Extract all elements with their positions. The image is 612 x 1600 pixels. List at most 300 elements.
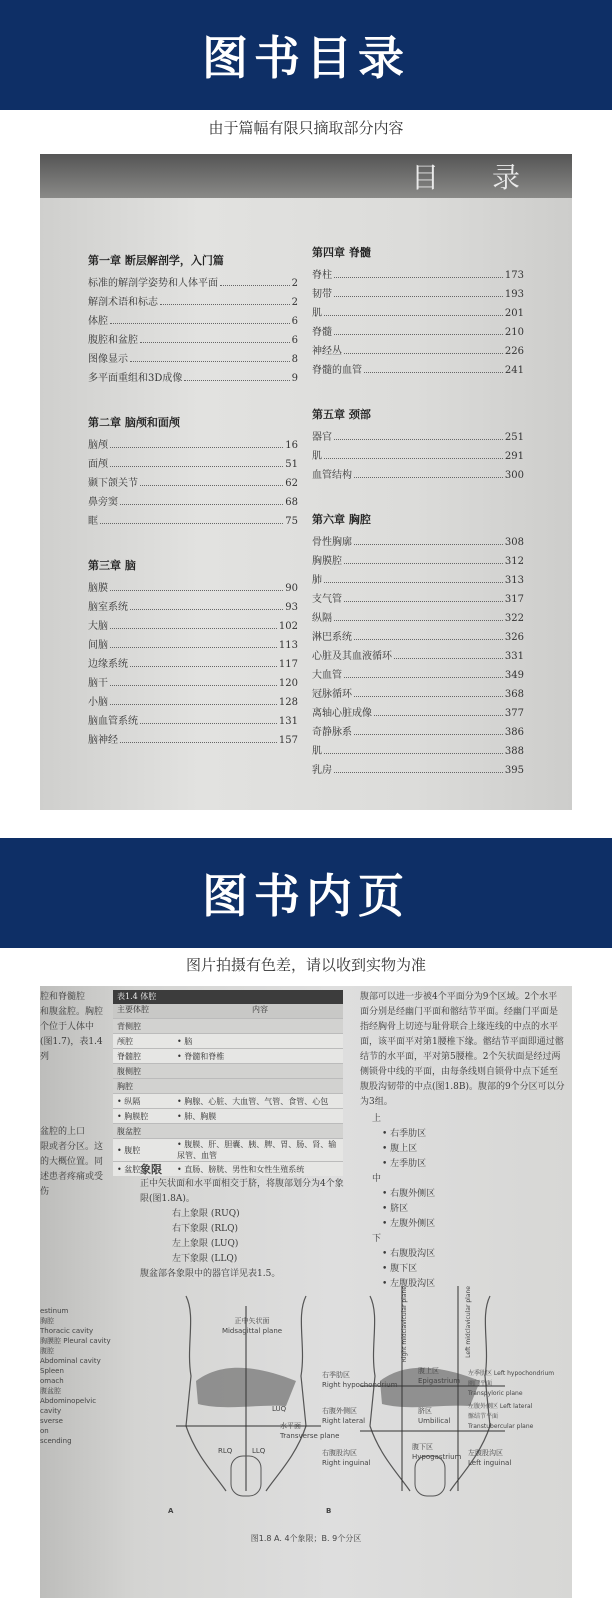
label-cn: 左腹股沟区 [468, 1449, 503, 1457]
toc-entry [312, 361, 524, 380]
entry-page: 326 [504, 632, 524, 643]
table-body-cavities [113, 990, 343, 1176]
dot-leader [130, 666, 277, 667]
toc-entry [312, 304, 524, 323]
chapter-heading: 第二章 脑颅和面颅 [88, 416, 180, 429]
toc-entry [312, 761, 524, 780]
dot-leader [120, 742, 277, 743]
entry-name: 淋巴系统 [312, 632, 352, 643]
table-cell: 胸腔 [117, 1081, 133, 1091]
quadrant-item: 左下象限 (LLQ) [172, 1254, 238, 1264]
entry-name: 鼻旁窦 [88, 497, 118, 508]
toc-entry [88, 617, 298, 636]
entry-page: 331 [504, 651, 524, 662]
toc-entry [312, 590, 524, 609]
label-cn: 正中矢状面 [234, 1317, 270, 1325]
entry-page: 90 [285, 583, 298, 594]
dot-leader [344, 353, 503, 354]
left-text-fragments [40, 990, 106, 1200]
toc-entry [312, 666, 524, 685]
entry-name: 乳房 [312, 765, 332, 776]
toc-entry [88, 693, 298, 712]
entry-page: 131 [278, 716, 298, 727]
entry-name: 血管结构 [312, 470, 352, 481]
dot-leader [140, 723, 277, 724]
entry-name: 脊柱 [312, 270, 332, 281]
chapter-gap [88, 531, 298, 557]
dot-leader [324, 753, 503, 754]
toc-photo [40, 154, 572, 810]
table-cell: 腹盆腔 [117, 1126, 141, 1136]
entry-name: 脑血管系统 [88, 716, 138, 727]
quadrant-item: 右上象限 (RUQ) [172, 1209, 240, 1219]
entry-name: 颞下颌关节 [88, 478, 138, 489]
dot-leader [100, 523, 283, 524]
fig-b-umb [418, 1406, 450, 1426]
entry-page: 113 [278, 640, 298, 651]
label-en: Epigastrium [418, 1377, 461, 1385]
table-header-cell: 内容 [252, 1005, 268, 1014]
table-row [113, 1078, 343, 1093]
toc-entry [88, 436, 298, 455]
dot-leader [160, 304, 290, 305]
table-row [113, 1018, 343, 1033]
fig-b-rlat [322, 1406, 365, 1426]
chapter-heading: 第三章 脑 [88, 559, 136, 572]
table-row [113, 1108, 343, 1123]
entry-name: 脊髓的血管 [312, 365, 362, 376]
entry-name: 韧带 [312, 289, 332, 300]
dot-leader [334, 620, 503, 621]
table-header [113, 1004, 343, 1018]
text-fragment: 个位于人体中 [40, 1022, 95, 1032]
text-fragment: 限或者分区。这 [40, 1142, 104, 1152]
label-en: Right hypochondrium [322, 1381, 398, 1389]
entry-name: 腹腔和盆腔 [88, 335, 138, 346]
dot-leader [394, 658, 503, 659]
toc-entry [88, 731, 298, 750]
region-item: • 左腹外侧区 [382, 1219, 436, 1229]
toc-entry [312, 647, 524, 666]
toc-entry [88, 674, 298, 693]
entry-name: 纵隔 [312, 613, 332, 624]
entry-page: 173 [504, 270, 524, 281]
section-banner-inner [0, 838, 612, 948]
figure-label: omach [40, 1377, 64, 1385]
entry-page: 349 [504, 670, 524, 681]
entry-page: 388 [504, 746, 524, 757]
text-fragment: 述患者疼痛或受伤 [40, 1172, 104, 1197]
entry-page: 368 [504, 689, 524, 700]
text-fragment: 盆腔的上口 [40, 1127, 86, 1137]
toc-entry [312, 342, 524, 361]
entry-name: 骨性胸廓 [312, 537, 352, 548]
table-cell: • 脊髓和脊椎 [177, 1051, 225, 1061]
region-item: • 腹下区 [382, 1264, 418, 1274]
entry-name: 脊髓 [312, 327, 332, 338]
region-group-label: 上 [372, 1114, 382, 1124]
entry-page: 241 [504, 365, 524, 376]
entry-page: 75 [285, 516, 298, 527]
figure-label: sverse [40, 1417, 63, 1425]
entry-page: 291 [504, 451, 524, 462]
entry-page: 16 [285, 440, 298, 451]
toc-entry [312, 447, 524, 466]
fig-b-trans [468, 1379, 523, 1399]
figure-label: Abdominal cavity [40, 1357, 101, 1365]
section-caption: 图片拍摄有色差，请以收到实物为准 [185, 956, 426, 974]
dot-leader [120, 504, 283, 505]
entry-name: 肌 [312, 746, 322, 757]
region-item: • 右腹外侧区 [382, 1189, 436, 1199]
dot-leader [324, 315, 503, 316]
entry-page: 2 [291, 278, 298, 289]
figure-label: Abdominopelvic [40, 1397, 97, 1405]
region-item: • 右腹股沟区 [382, 1249, 436, 1259]
table-row [113, 1033, 343, 1048]
entry-page: 62 [285, 478, 298, 489]
text-fragment: 的大概位置。同 [40, 1157, 104, 1167]
toc-entry [312, 323, 524, 342]
fig-a-plane-label [212, 1316, 292, 1336]
figure-label: Thoracic cavity [40, 1327, 94, 1335]
label-en: Transpyloric plane [468, 1390, 523, 1397]
entry-name: 肌 [312, 451, 322, 462]
entry-page: 193 [504, 289, 524, 300]
left-figure-labels [40, 1306, 120, 1446]
table-cell: • 胸膜腔 [117, 1111, 149, 1121]
dot-leader [354, 734, 503, 735]
inner-page [40, 986, 572, 1598]
dot-leader [184, 380, 289, 381]
dot-leader [354, 477, 503, 478]
table-cell: • 盆腔 [117, 1164, 141, 1174]
region-item: • 左腹股沟区 [382, 1279, 436, 1289]
fig-b-rhyp [322, 1370, 398, 1390]
toc-entry [312, 742, 524, 761]
toc-entry [312, 723, 524, 742]
dot-leader [334, 439, 503, 440]
entry-name: 脑室系统 [88, 602, 128, 613]
text-fragment: (图1.7)，表1.4列 [40, 1037, 103, 1062]
dot-leader [324, 582, 503, 583]
region-item: • 右季肋区 [382, 1129, 427, 1139]
section-title: 图书内页 [202, 869, 410, 923]
dot-leader [344, 677, 503, 678]
entry-page: 68 [285, 497, 298, 508]
entry-name: 神经丛 [312, 346, 342, 357]
quadrants-heading: 象限 [140, 1163, 162, 1176]
toc-heading: 目 录 [411, 161, 542, 194]
entry-name: 标准的解剖学姿势和人体平面 [88, 278, 218, 289]
label-en: Midsagittal plane [221, 1327, 283, 1335]
dot-leader [344, 601, 503, 602]
chapter-heading: 第四章 脊髓 [312, 246, 371, 259]
entry-name: 脑颅 [88, 440, 108, 451]
entry-name: 多平面重组和3D成像 [88, 373, 183, 384]
toc-entry [88, 369, 298, 388]
toc-entry [88, 598, 298, 617]
dot-leader [334, 296, 503, 297]
text-fragment: 腔和脊髓腔 [40, 992, 86, 1002]
figure-label: cavity [40, 1407, 62, 1415]
label-cn: 右季肋区 [322, 1371, 350, 1379]
label-cn: 腹下区 [412, 1443, 433, 1451]
table-row [113, 1093, 343, 1108]
toc-right-column [312, 244, 524, 780]
quadrants-list [140, 1207, 350, 1267]
label-cn: 髂结节平面 [468, 1413, 499, 1420]
entry-name: 心脏及其血液循环 [312, 651, 392, 662]
table-cell: 腹侧腔 [117, 1066, 141, 1076]
entry-name: 肌 [312, 308, 322, 319]
chapter-heading: 第六章 胸腔 [312, 513, 371, 526]
region-item: • 脐区 [382, 1204, 409, 1214]
label-cn: 脐区 [418, 1407, 432, 1415]
region-item: • 左季肋区 [382, 1159, 427, 1169]
label-cn: 右腹外侧区 [322, 1407, 357, 1415]
fig-b-transtub [468, 1412, 533, 1432]
dot-leader [354, 639, 503, 640]
entry-page: 9 [291, 373, 298, 384]
dot-leader [130, 609, 283, 610]
entry-name: 大脑 [88, 621, 108, 632]
table-cell: • 胸腺、心脏、大血管、气管、食管、心包 [177, 1096, 329, 1106]
region-group-label: 中 [372, 1174, 382, 1184]
chapter-gap [312, 485, 524, 511]
fig-b-lhyp: 左季肋区 Left hypochondrium [468, 1370, 555, 1377]
entry-name: 脑神经 [88, 735, 118, 746]
entry-name: 间脑 [88, 640, 108, 651]
section-title: 图书目录 [202, 31, 410, 85]
dot-leader [110, 590, 283, 591]
region-item: • 腹上区 [382, 1144, 418, 1154]
table-cell: • 腹腔 [117, 1145, 141, 1155]
figure-caption: 图1.8 A. 4个象限；B. 9个分区 [250, 1534, 362, 1543]
toc-entry [88, 512, 298, 531]
dot-leader [110, 323, 290, 324]
dot-leader [140, 342, 290, 343]
entry-page: 117 [278, 659, 298, 670]
entry-page: 93 [285, 602, 298, 613]
entry-page: 8 [291, 354, 298, 365]
dot-leader [364, 372, 503, 373]
toc-entry [88, 493, 298, 512]
entry-page: 2 [291, 297, 298, 308]
dot-leader [110, 628, 277, 629]
entry-name: 肺 [312, 575, 322, 586]
quadrants-text: 正中矢状面和水平面相交于脐，将腹部划分为4个象限(图1.8A)。 [140, 1179, 344, 1204]
entry-page: 386 [504, 727, 524, 738]
fig-b-epi [418, 1366, 460, 1386]
table-cell: • 腹膜、肝、胆囊、胰、脾、胃、肠、肾、输尿管、血管 [177, 1140, 337, 1160]
chapter-heading: 第一章 断层解剖学，入门篇 [88, 254, 224, 267]
fig-b-hypo [412, 1442, 461, 1462]
entry-page: 322 [504, 613, 524, 624]
figure-label: 胸膜腔 Pleural cavity [40, 1337, 111, 1345]
entry-page: 128 [278, 697, 298, 708]
label-en: Transtubercular plane [468, 1423, 534, 1430]
figure-label: estinum [40, 1307, 69, 1315]
entry-name: 面颅 [88, 459, 108, 470]
entry-name: 大血管 [312, 670, 342, 681]
chapter-gap [88, 388, 298, 414]
entry-name: 器官 [312, 432, 332, 443]
dot-leader [110, 447, 283, 448]
fig-b-llat: 左腹外侧区 Left lateral [468, 1403, 533, 1410]
entry-name: 脑膜 [88, 583, 108, 594]
dot-leader [354, 544, 503, 545]
entry-page: 6 [291, 335, 298, 346]
quadrant-item: 左上象限 (LUQ) [172, 1239, 239, 1249]
entry-page: 201 [504, 308, 524, 319]
entry-name: 体腔 [88, 316, 108, 327]
toc-entry [312, 704, 524, 723]
entry-page: 102 [278, 621, 298, 632]
region-group-label: 下 [372, 1234, 382, 1244]
fig-a-llq: LLQ [252, 1447, 266, 1455]
dot-leader [344, 563, 503, 564]
toc-entry [88, 636, 298, 655]
table-cell: • 直肠、膀胱、男性和女性生殖系统 [177, 1164, 305, 1174]
entry-page: 210 [504, 327, 524, 338]
toc-entry [88, 455, 298, 474]
label-cn: 腹上区 [418, 1367, 439, 1375]
entry-name: 图像显示 [88, 354, 128, 365]
dot-leader [334, 334, 503, 335]
table-cell: • 肺、胸膜 [177, 1111, 217, 1121]
toc-entry [312, 285, 524, 304]
entry-page: 251 [504, 432, 524, 443]
regions-text: 腹部可以进一步被4个平面分为9个区域。2个水平面分别是经幽门平面和髂结节平面。经幽门平面是指经胸骨上切迹与耻骨联合上缘连线的中点的水平面，该平面平对第1腰椎下缘。髂结节平面即通过髂结节的水平面，平对第5腰椎。2个矢状面是经过两侧锁骨中线的平面，由每条线则自锁骨中点下延至腹股沟韧带的中点(图1.8B)。腹部的9个分区可以分为3组。 [360, 992, 565, 1107]
label-en: Hypogastrium [412, 1453, 462, 1461]
dot-leader [220, 285, 290, 286]
entry-name: 解剖术语和标志 [88, 297, 158, 308]
toc-entry [312, 266, 524, 285]
figure-label: 腹腔 [40, 1347, 54, 1355]
fig-b-ring [322, 1448, 371, 1468]
dot-leader [334, 772, 503, 773]
entry-name: 支气管 [312, 594, 342, 605]
entry-name: 小脑 [88, 697, 108, 708]
toc-entry [312, 609, 524, 628]
label-cn: 右腹股沟区 [322, 1449, 357, 1457]
entry-page: 312 [504, 556, 524, 567]
entry-page: 157 [278, 735, 298, 746]
entry-name: 眶 [88, 516, 98, 527]
entry-name: 奇静脉系 [312, 727, 352, 738]
toc-entry [88, 655, 298, 674]
chapter-heading: 第五章 颈部 [312, 408, 371, 421]
table-row [113, 1138, 343, 1161]
table-row [113, 1063, 343, 1078]
toc-left-column [88, 252, 298, 750]
toc-entry [312, 552, 524, 571]
quadrant-item: 右下象限 (RLQ) [172, 1224, 239, 1234]
entry-name: 离轴心脏成像 [312, 708, 372, 719]
entry-page: 120 [278, 678, 298, 689]
entry-name: 边缘系统 [88, 659, 128, 670]
dot-leader [110, 685, 277, 686]
toc-header-bar [40, 154, 572, 198]
regions-list [360, 1112, 566, 1292]
dot-leader [110, 647, 277, 648]
section-caption: 由于篇幅有限只摘取部分内容 [208, 119, 404, 137]
dot-leader [354, 696, 503, 697]
figure-label: Spleen [40, 1367, 64, 1375]
entry-page: 308 [504, 537, 524, 548]
entry-page: 300 [504, 470, 524, 481]
entry-page: 51 [285, 459, 298, 470]
fig-b-letter: B [326, 1507, 332, 1515]
toc-entry [312, 428, 524, 447]
dot-leader [130, 361, 290, 362]
toc-entry [312, 533, 524, 552]
toc-entry [88, 274, 298, 293]
table-row [113, 1123, 343, 1138]
fig-b-ling [468, 1448, 511, 1468]
label-en: Right lateral [322, 1417, 366, 1425]
entry-name: 胸膜腔 [312, 556, 342, 567]
inner-page-photo [40, 986, 572, 1598]
toc-page [40, 198, 572, 810]
fig-a-rlq: RLQ [218, 1447, 233, 1455]
toc-entry [88, 293, 298, 312]
label-en: Right inguinal [322, 1459, 371, 1467]
toc-entry [88, 712, 298, 731]
text-fragment: 和腹盆腔。胸腔 [40, 1007, 104, 1017]
entry-name: 冠脉循环 [312, 689, 352, 700]
toc-entry [312, 466, 524, 485]
figure-label: scending [40, 1437, 72, 1445]
quadrants-note: 腹盆部各象限中的器官详见表1.5。 [140, 1269, 281, 1279]
toc-entry [88, 331, 298, 350]
figure-label: 腹盆腔 [40, 1387, 61, 1395]
label-cn: 幽门平面 [468, 1380, 493, 1387]
entry-page: 313 [504, 575, 524, 586]
dot-leader [334, 277, 503, 278]
chapter-gap [312, 380, 524, 406]
entry-name: 脑干 [88, 678, 108, 689]
dot-leader [140, 485, 283, 486]
table-cell: 背侧腔 [117, 1021, 141, 1031]
entry-page: 317 [504, 594, 524, 605]
toc-entry [88, 312, 298, 331]
toc-entry [312, 685, 524, 704]
figure-label: on [40, 1427, 49, 1435]
toc-entry [88, 350, 298, 369]
dot-leader [374, 715, 503, 716]
entry-page: 226 [504, 346, 524, 357]
regions-section [360, 990, 566, 1292]
toc-entry [88, 579, 298, 598]
dot-leader [110, 466, 283, 467]
label-cn: 水平面 [280, 1422, 301, 1430]
dot-leader [110, 704, 277, 705]
toc-entry [312, 571, 524, 590]
table-header-cell: 主要体腔 [117, 1005, 149, 1014]
entry-page: 6 [291, 316, 298, 327]
table-rows [113, 1018, 343, 1176]
figure-label: 胸腔 [40, 1317, 54, 1325]
section-banner-toc [0, 0, 612, 110]
quadrants-section [140, 1162, 350, 1282]
label-en: Left inguinal [468, 1459, 512, 1467]
dot-leader [324, 458, 503, 459]
table-cell: • 纵隔 [117, 1096, 141, 1106]
toc-entry [88, 474, 298, 493]
label-en: Transverse plane [280, 1432, 340, 1440]
